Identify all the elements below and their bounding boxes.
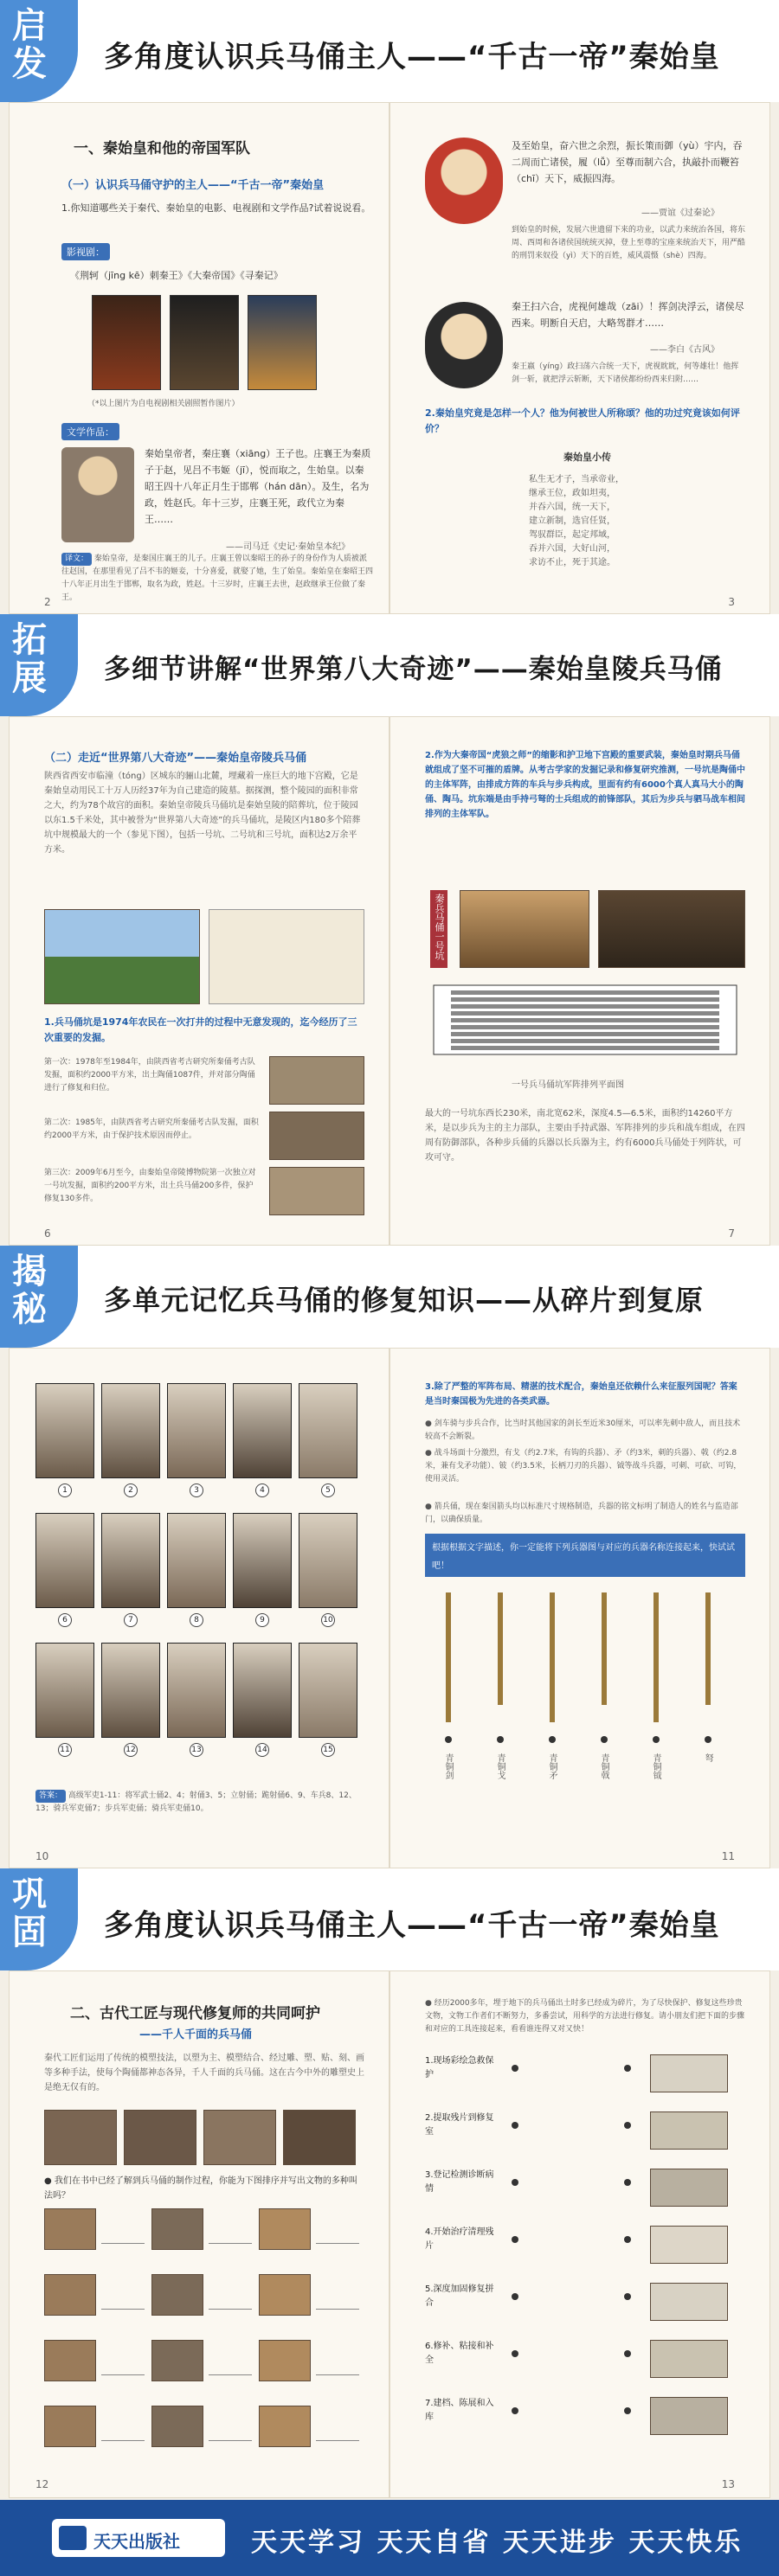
tool-dot[interactable]	[624, 2407, 631, 2414]
warrior-photo	[35, 1643, 94, 1738]
relic-image	[259, 2274, 311, 2316]
page7-question-2: 2.作为大秦帝国“虎狼之师”的缩影和护卫地下宫殿的重要武装，秦始皇时期兵马俑就组成了坚不可摧的盾牌。从考古学家的发掘记录和修复研究推测，一号坑是陶俑中的主体军阵，由排成方阵的车兵与步兵构成，里面有约有6000个真人真马大小的陶俑、陶马。坑东端是由手持弓弩的士兵组成的前锋部队，其后为步兵与驷马战车相间排列的主体军队。	[425, 751, 745, 819]
page-7	[390, 716, 770, 1246]
weapon-name: 青铜矛	[547, 1753, 557, 1779]
warrior-photo	[35, 1383, 94, 1478]
warrior-photo	[233, 1383, 292, 1478]
answer-line[interactable]	[316, 2309, 359, 2310]
poem-1-source: ——贾谊《过秦论》	[641, 208, 719, 218]
match-dot[interactable]	[549, 1736, 556, 1743]
restoration-step: 7.建档、陈展和入库	[425, 2399, 494, 2422]
diagram-caption: 一号兵马俑坑军阵排列平面图	[512, 1080, 624, 1090]
warrior-number: 5	[321, 1483, 335, 1497]
warrior-photo	[35, 1513, 94, 1608]
warrior-number: 7	[124, 1613, 138, 1627]
translation-1: 到始皇的时候，发展六世遗留下来的功业，以武力来统治各国，将东周、西周和各诸侯国统统灭掉，登上至尊的宝座来统治天下，用严酷的刑罚来奴役（yì）天下的百姓，威风震慑（shè）四海。	[512, 226, 746, 260]
excavation-photo-1	[269, 1056, 364, 1105]
warrior-grid	[35, 1383, 364, 1781]
warrior-number: 9	[255, 1613, 269, 1627]
literature-label: 文学作品：	[61, 423, 119, 440]
publisher-logo-icon	[59, 2526, 87, 2550]
weapon-name: 青铜戟	[599, 1753, 608, 1779]
film-poster-1	[92, 295, 161, 390]
film-poster-2	[170, 295, 239, 390]
craft-photo-3	[203, 2110, 276, 2165]
translation-label: 译文：	[61, 553, 92, 566]
pit-label: 秦兵马俑一号坑	[430, 890, 447, 968]
page6-intro: 陕西省西安市临潼（tóng）区城东的骊山北麓，埋藏着一座巨大的地下宫殿，它是秦始皇动用民工十万人历经37年为自己建造的陵墓。据探测，整个陵园的面积非常之大，约为78个故宫的面积。秦始皇帝陵兵马俑坑是秦始皇陵的陪葬坑，位于陵园以东1.5千米处，其中被誉为“世界第八大奇迹”的兵马俑坑，是陵区内180多个陪葬坑中规模最大的一个（参见下图），包括一号坑、二号坑和三号坑，面积达2万余平方米。	[44, 772, 361, 855]
warrior-photo	[299, 1383, 357, 1478]
warrior-photo	[299, 1643, 357, 1738]
restoration-step: 4.开始治疗清理残片	[425, 2227, 494, 2251]
step-dot[interactable]	[512, 2350, 518, 2357]
pit-corridor	[451, 997, 719, 1002]
pit-corridor	[451, 1011, 719, 1016]
answer-line[interactable]	[316, 2440, 359, 2441]
pit-corridor	[451, 1025, 719, 1029]
film-list: 《荆轲（jīng kē）刺秦王》《大秦帝国》《寻秦记》	[70, 270, 283, 281]
warrior-number: 12	[124, 1743, 138, 1757]
section-header-1	[0, 0, 779, 102]
pit-corridor	[451, 1046, 719, 1050]
relic-image	[259, 2340, 311, 2381]
page6-heading: （二）走近“世界第八大奇迹”——秦始皇帝陵兵马俑	[44, 752, 307, 765]
warrior-number: 1	[58, 1483, 72, 1497]
restoration-step: 3.登记检测诊断病情	[425, 2170, 494, 2194]
relic-image	[151, 2208, 203, 2250]
poem-line: 并吞六国，统一天下，	[529, 503, 615, 512]
relic-image	[44, 2406, 96, 2447]
weapon-name: 弩	[703, 1753, 712, 1762]
warrior-number: 13	[190, 1743, 203, 1757]
pit-warriors-photo	[598, 890, 745, 968]
page2-subheading: （一）认识兵马俑守护的主人——“千古一帝”秦始皇	[61, 179, 325, 192]
weapon-name: 青铜剑	[443, 1753, 453, 1779]
poem-2: 秦王扫六合，虎视何雄哉（zāi）！挥剑决浮云，诸侯尽西来。明断自天启，大略驾群才……	[512, 301, 744, 329]
relic-image	[151, 2406, 203, 2447]
tool-dot[interactable]	[624, 2179, 631, 2186]
excavation-2: 第二次：1985年，由陕西省考古研究所秦俑考古队发掘，面积约2000平方米，由于保护技术原因而停止。	[44, 1118, 259, 1140]
tool-dot[interactable]	[624, 2293, 631, 2300]
pit-corridor	[451, 990, 719, 995]
answer-legend	[35, 1790, 364, 1816]
matching-instruction-text: 根据根据文字描述，你一定能将下列兵器图与对应的兵器名称连接起来，快试试吧！	[432, 1543, 735, 1571]
page12-text: 秦代工匠们运用了传统的模塑技法，以塑为主、模塑结合、经过雕、塑、贴、刻、画等多种手法，使每个陶俑都神态各异，千人千面的兵马俑。这在古今中外的雕塑史上是绝无仅有的。	[44, 2054, 364, 2092]
tool-image	[650, 2397, 728, 2435]
page11-question-3: 3.除了严整的军阵布局、精湛的技术配合，秦始皇还依赖什么来征服列国呢？答案是当时秦国极为先进的各类武器。	[425, 1382, 737, 1407]
answer-line[interactable]	[101, 2243, 145, 2244]
page13-intro: ● 经历2000多年，埋于地下的兵马俑出土时多已经成为碎片，为了尽快保护、修复这些珍贵文物，文物工作者们不断努力，多番尝试，用科学的方法进行修复。请小朋友们把下面的步骤和对应的工具连接起来，看看谁连得又对又快！	[425, 1999, 745, 2034]
weapon-image	[602, 1592, 607, 1705]
poem-line: 私生无才子，当承帝业，	[529, 475, 624, 484]
weapon-image	[446, 1592, 451, 1722]
sima-qian-portrait	[61, 447, 134, 542]
weapon-image	[653, 1592, 659, 1722]
section-tab-label-1: 启发	[12, 5, 47, 84]
section-header-3	[0, 1246, 779, 1348]
pit-corridor	[451, 1018, 719, 1022]
match-dot[interactable]	[705, 1736, 711, 1743]
pit-corridor	[451, 1004, 719, 1009]
match-dot[interactable]	[653, 1736, 660, 1743]
page-2	[9, 102, 390, 614]
poster-note: （*以上图片为自电视剧相关剧照暂作图片）	[87, 400, 240, 408]
restoration-step: 2.提取残片到修复室	[425, 2113, 494, 2137]
poem-2-source: ——李白《古风》	[650, 345, 719, 355]
answer-label: 答案：	[35, 1790, 66, 1803]
step-list	[425, 2054, 745, 2470]
warrior-photo	[233, 1513, 292, 1608]
tool-dot[interactable]	[624, 2065, 631, 2072]
pit-hall-photo	[460, 890, 589, 968]
poem-lines	[529, 473, 702, 570]
tool-image	[650, 2283, 728, 2321]
page3-question-2: 2.秦始皇究竟是怎样一个人？他为何被世人所称颂？他的功过究竟该如何评价？	[425, 407, 740, 434]
step-dot[interactable]	[512, 2179, 518, 2186]
mausoleum-photo	[44, 909, 200, 1004]
match-dot[interactable]	[445, 1736, 452, 1743]
tool-dot[interactable]	[624, 2122, 631, 2129]
pit-corridor	[451, 1039, 719, 1043]
answer-line[interactable]	[209, 2243, 252, 2244]
page2-question-1: 1.你知道哪些关于秦代、秦始皇的电影、电视剧和文学作品?试着说说看。	[61, 202, 371, 214]
answer-line[interactable]	[316, 2243, 359, 2244]
warrior-photo	[167, 1643, 226, 1738]
page-13	[390, 1970, 770, 2498]
answer-line[interactable]	[209, 2309, 252, 2310]
answer-line[interactable]	[209, 2440, 252, 2441]
section-title-4: 多角度认识兵马俑主人——“千古一帝”秦始皇	[104, 1908, 720, 1943]
page-number-10: 10	[35, 1850, 49, 1862]
film-poster-3	[248, 295, 317, 390]
warrior-photo	[167, 1513, 226, 1608]
li-bai-portrait	[425, 302, 503, 388]
restoration-step: 1.现场彩绘急救保护	[425, 2056, 494, 2079]
weapon-name: 青铜钺	[651, 1753, 660, 1779]
warrior-number: 3	[190, 1483, 203, 1497]
answer-text: 高级军吏1-11：将军武士俑2、4；射俑3、5；立射俑；跪射俑6、9、车兵8、12、13；骑兵军吏俑7；步兵军吏俑；骑兵军吏俑10。	[35, 1791, 357, 1813]
poem-1: 及至始皇，奋六世之余烈，振长策而御（yù）宇内，吞二周而亡诸侯，履（lǚ）至尊而制六合，执敲扑而鞭笞（chī）天下，威振四海。	[512, 140, 743, 184]
warrior-number: 14	[255, 1743, 269, 1757]
warrior-photo	[167, 1383, 226, 1478]
page6-question-1: 1.兵马俑坑是1974年农民在一次打井的过程中无意发现的，迄今经历了三次重要的发掘。	[44, 1016, 357, 1043]
pit-corridor	[451, 1032, 719, 1036]
page-number-6: 6	[44, 1227, 51, 1240]
poem-line: 建立新制，选官任贤，	[529, 516, 615, 526]
section-header-4	[0, 1868, 779, 1970]
tool-image	[650, 2111, 728, 2150]
relic-image	[151, 2274, 203, 2316]
warrior-number: 10	[321, 1613, 335, 1627]
poem-line: 继承王位，政如坦夷，	[529, 489, 615, 498]
match-dot[interactable]	[601, 1736, 608, 1743]
answer-line[interactable]	[316, 2374, 359, 2375]
tool-dot[interactable]	[624, 2350, 631, 2357]
step-dot[interactable]	[512, 2407, 518, 2414]
page2-heading: 一、秦始皇和他的帝国军队	[74, 140, 250, 157]
warrior-photo	[101, 1643, 160, 1738]
craft-photo-1	[44, 2110, 117, 2165]
answer-line[interactable]	[101, 2440, 145, 2441]
tool-image	[650, 2226, 728, 2264]
tool-dot[interactable]	[624, 2236, 631, 2243]
warrior-number: 2	[124, 1483, 138, 1497]
relic-image	[259, 2208, 311, 2250]
warrior-photo	[233, 1643, 292, 1738]
film-label: 影视剧：	[61, 243, 110, 260]
translation-2: 秦王嬴（yíng）政扫荡六合统一天下，虎视眈眈，何等雄壮！他挥剑一斩，就把浮云斩断，天下诸侯都纷纷西来归附……	[512, 362, 739, 384]
craft-photo-2	[124, 2110, 196, 2165]
page-number-2: 2	[44, 596, 51, 608]
tool-image	[650, 2340, 728, 2378]
weapon-name: 青铜戈	[495, 1753, 505, 1779]
section-tab-label-3: 揭秘	[12, 1251, 47, 1330]
warrior-number: 4	[255, 1483, 269, 1497]
excavation-photo-3	[269, 1167, 364, 1215]
poem-line: 吞并六国，大好山河，	[529, 544, 615, 554]
section-title-1: 多角度认识兵马俑主人——“千古一帝”秦始皇	[104, 40, 720, 74]
warrior-photo	[299, 1513, 357, 1608]
site-map	[209, 909, 364, 1004]
page-3	[390, 102, 770, 614]
step-dot[interactable]	[512, 2236, 518, 2243]
match-dot[interactable]	[497, 1736, 504, 1743]
page-number-12: 12	[35, 2478, 49, 2490]
weapon-image	[705, 1592, 711, 1705]
page12-subheading: ——千人千面的兵马俑	[139, 2028, 253, 2041]
pit-layout-diagram	[425, 977, 745, 1072]
relic-image	[151, 2340, 203, 2381]
page-6	[9, 716, 390, 1246]
excavation-1: 第一次：1978年至1984年，由陕西省考古研究所秦俑考古队发掘，面积约2000平方米，出土陶俑1087件，并对部分陶俑进行了修复和归位。	[44, 1058, 255, 1093]
excavation-3: 第三次：2009年6月至今，由秦始皇帝陵博物院第一次独立对一号坑发掘，面积约200平方米，出土兵马俑200多件，保护修复130多件。	[44, 1169, 256, 1203]
craft-photo-4	[283, 2110, 356, 2165]
qin-emperor-portrait	[425, 138, 503, 224]
relic-grid	[44, 2208, 364, 2477]
relic-image	[259, 2406, 311, 2447]
section-title-2: 多细节讲解“世界第八大奇迹”——秦始皇陵兵马俑	[104, 654, 723, 685]
translation-text: 秦始皇帝，是秦国庄襄王的儿子。庄襄王曾以秦昭王的孙子的身份作为人质被派往赵国，在那里看见了吕不韦的姬妾，十分喜爱，就娶了她，生了始皇。秦始皇在秦昭王四十八年正月出生于邯郸，取名为政，姓赵。十三岁时，庄襄王去世，赵政继承王位做了秦王。	[61, 554, 374, 602]
warrior-photo	[101, 1513, 160, 1608]
answer-line[interactable]	[209, 2374, 252, 2375]
page-11	[390, 1348, 770, 1868]
page-number-7: 7	[728, 1227, 735, 1240]
translation-block	[61, 553, 373, 605]
publisher-logo	[52, 2519, 225, 2557]
section-tab-label-2: 拓展	[12, 619, 47, 698]
weapon-image	[550, 1592, 555, 1722]
literature-text: 秦始皇帝者，秦庄襄（xiāng）王子也。庄襄王为秦质子于赵，见吕不韦姬（jī），悦而取之，生始皇。以秦昭王四十八年正月生于邯郸（hán dān）。及生，名为政，姓赵氏。年十三岁，庄襄王死，政代立为秦王……	[145, 448, 371, 525]
poem-line: 驾驭群臣，起定邦域，	[529, 530, 615, 540]
page-10	[9, 1348, 390, 1868]
answer-line[interactable]	[101, 2309, 145, 2310]
tool-image	[650, 2169, 728, 2207]
page7-text: 最大的一号坑东西长230米，南北宽62米，深度4.5—6.5米，面积约14260平方米，是以步兵为主的主力部队，主要由手持武器、军阵排列的步兵和战车组成，在四周有防御部队，各种步兵俑的兵器以长兵器为主，约有6000兵马俑处于列阵状，可攻可守。	[425, 1109, 745, 1163]
answer-line[interactable]	[101, 2374, 145, 2375]
warrior-number: 8	[190, 1613, 203, 1627]
tool-image	[650, 2054, 728, 2092]
page-12	[9, 1970, 390, 2498]
restoration-step: 5.深度加固修复拼合	[425, 2284, 494, 2308]
section-title-3: 多单元记忆兵马俑的修复知识——从碎片到复原	[104, 1284, 705, 1317]
relic-image	[44, 2208, 96, 2250]
warrior-photo	[101, 1383, 160, 1478]
warrior-number: 15	[321, 1743, 335, 1757]
relic-image	[44, 2340, 96, 2381]
weapon-bullet-1: ● 剑车骑与步兵合作，比当时其他国家的剑长至近米30厘米，可以率先刺中敌人，而且技术较高不会断裂。	[425, 1419, 741, 1441]
publisher-name: 天天出版社	[93, 2531, 180, 2552]
literature-source: ——司马迁《史记·秦始皇本纪》	[226, 542, 351, 552]
poem-title: 秦始皇小传	[563, 452, 611, 463]
step-dot[interactable]	[512, 2122, 518, 2129]
page-number-11: 11	[721, 1850, 735, 1862]
section-tab-label-4: 巩固	[12, 1874, 47, 1952]
page-number-13: 13	[721, 2478, 735, 2490]
warrior-number: 11	[58, 1743, 72, 1757]
step-dot[interactable]	[512, 2065, 518, 2072]
page12-question: ● 我们在书中已经了解到兵马俑的制作过程，你能为下图排序并写出文物的多种叫法吗？	[44, 2176, 357, 2201]
step-dot[interactable]	[512, 2293, 518, 2300]
matching-instruction	[425, 1534, 745, 1577]
restoration-step: 6.修补、粘接和补全	[425, 2342, 494, 2365]
footer-banner	[0, 2500, 779, 2576]
warrior-number: 6	[58, 1613, 72, 1627]
footer-slogan: 天天学习 天天自省 天天进步 天天快乐	[251, 2528, 744, 2558]
page-number-3: 3	[728, 596, 735, 608]
excavation-photo-2	[269, 1112, 364, 1160]
weapon-image	[498, 1592, 503, 1705]
relic-image	[44, 2274, 96, 2316]
weapon-row	[425, 1584, 745, 1843]
page12-heading: 二、古代工匠与现代修复师的共同呵护	[70, 2005, 320, 2022]
section-header-2	[0, 614, 779, 716]
weapon-bullet-3: ● 箭兵俑，现在秦国箭头均以标准尺寸规格制造，兵器的铭文标明了制造人的姓名与监造部门，以确保质量。	[425, 1503, 738, 1524]
poem-line: 求访不止，死于其途。	[529, 558, 615, 567]
weapon-bullet-2: ● 战斗场面十分激烈，有戈（约2.7米，有钩的兵器）、矛（约3米，刺的兵器）、戟（约2.8米，兼有戈矛功能）、铍（约3.5米，长柄刀刃的兵器）、钺等战斗兵器，可刺、可砍、可钩，使用灵活。	[425, 1449, 742, 1483]
